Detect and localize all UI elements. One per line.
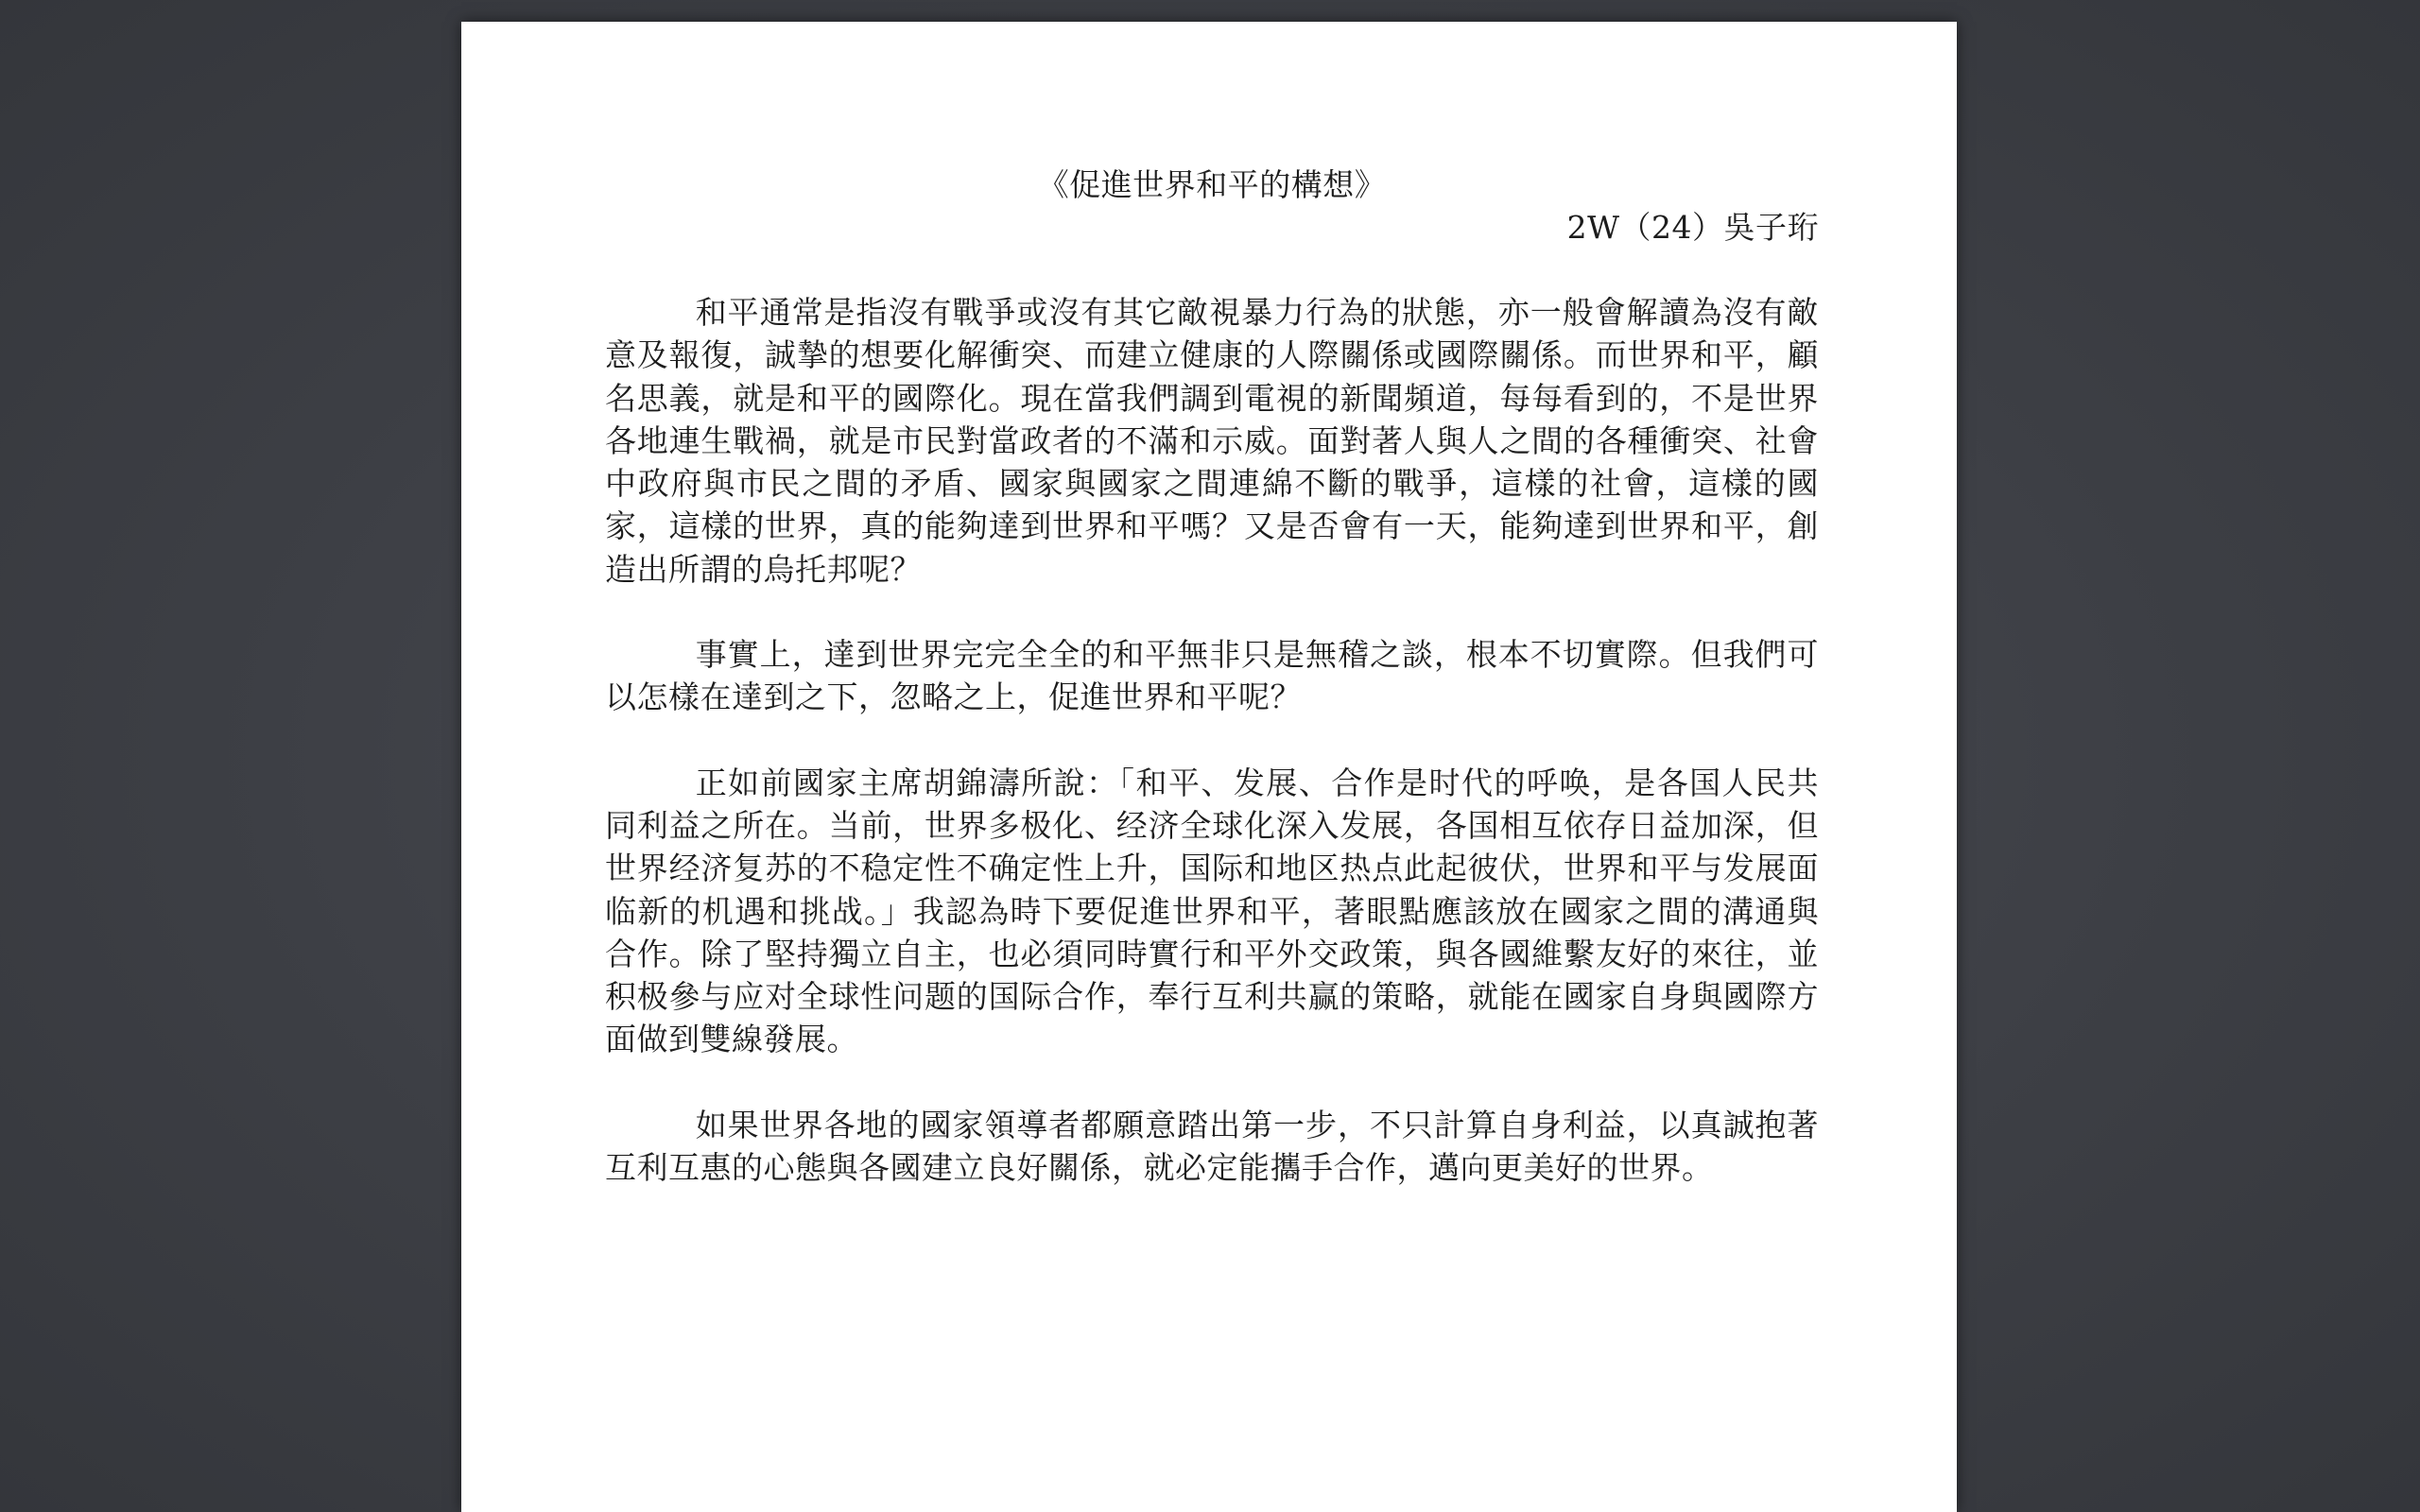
document-content [605, 163, 1819, 1189]
document-author: 2W（24）吳子珩 [1566, 209, 1819, 246]
paragraph-1: 和平通常是指沒有戰爭或沒有其它敵視暴力行為的狀態，亦一般會解讀為沒有敵意及報復，誠摯的想要化解衝突、而建立健康的人際關係或國際關係。而世界和平，顧名思義，就是和平的國際化。現在當我們調到電視的新聞頻道，每每看到的，不是世界各地連生戰禍，就是市民對當政者的不滿和示威。面對著人與人之間的各種衝突、社會中政府與市民之間的矛盾、國家與國家之間連綿不斷的戰爭，這樣的社會，這樣的國家，這樣的世界，真的能夠達到世界和平嗎？又是否會有一天，能夠達到世界和平，創造出所謂的烏托邦呢？ [605, 294, 1819, 588]
document-title: 《促進世界和平的構想》 [1037, 166, 1387, 203]
document-page[interactable] [461, 22, 1957, 1512]
paragraph-3: 正如前國家主席胡錦濤所說：「和平、发展、合作是时代的呼唤，是各国人民共同利益之所在。当前，世界多极化、经济全球化深入发展，各国相互依存日益加深，但世界经济复苏的不稳定性不确定性上升，国际和地区热点此起彼伏，世界和平与发展面临新的机遇和挑战。」我認為時下要促進世界和平，著眼點應該放在國家之間的溝通與合作。除了堅持獨立自主，也必須同時實行和平外交政策，與各國維繫友好的來往，並积极參与应对全球性问题的国际合作，奉行互利共赢的策略，就能在國家自身與國際方面做到雙線發展。 [605, 764, 1819, 1058]
paragraph-2: 事實上，達到世界完完全全的和平無非只是無稽之談，根本不切實際。但我們可以怎樣在達到之下，忽略之上，促進世界和平呢？ [605, 636, 1819, 716]
paragraph-4: 如果世界各地的國家領導者都願意踏出第一步，不只計算自身利益，以真誠抱著互利互惠的心態與各國建立良好關係，就必定能攜手合作，邁向更美好的世界。 [605, 1106, 1819, 1187]
